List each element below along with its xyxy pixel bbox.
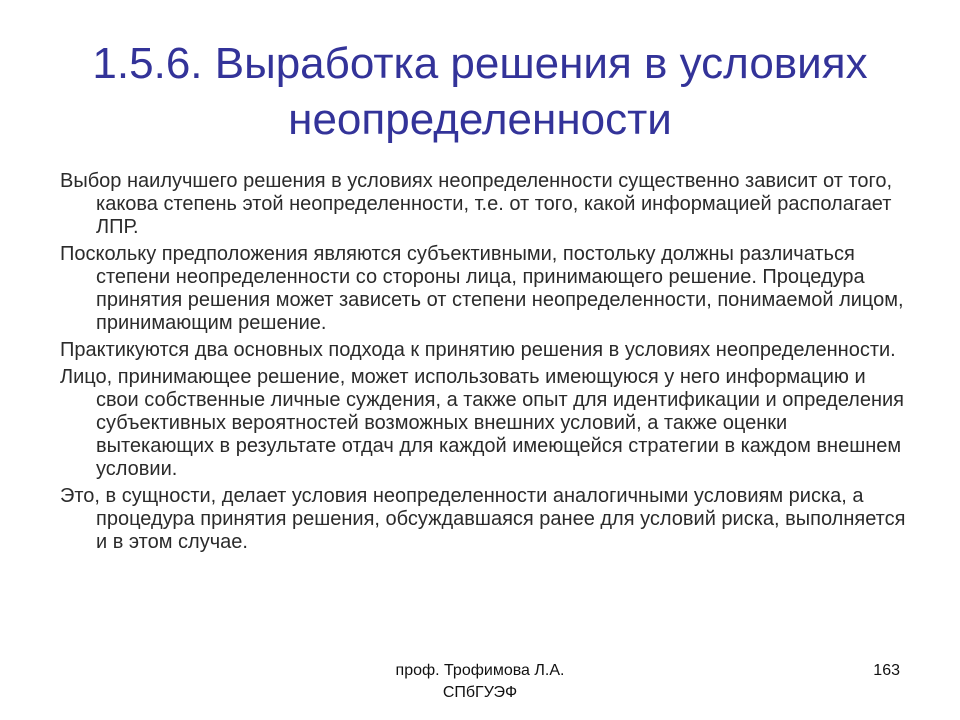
- body-paragraph-4: Лицо, принимающее решение, может использовать имеющуюся у него информацию и свои собственные личные суждения, а также опыт для идентификации и определения субъективных вероятностей возможных внешних условий, а также оценки вытекающих в результате отдач для каждой имеющейся стратегии в каждом внешнем условии.: [60, 366, 904, 480]
- footer-author-name: проф. Трофимова Л.А.: [395, 662, 565, 679]
- body-paragraph-5: Это, в сущности, делает условия неопределенности аналогичными условиям риска, а процедура принятия решения, обсуждавшаяся ранее для условий риска, выполняется и в этом случае.: [60, 485, 906, 553]
- slide-title-line2: неопределенности: [288, 95, 672, 144]
- body-paragraph-3: Практикуются два основных подхода к принятию решения в условиях неопределенности.: [60, 339, 896, 361]
- slide-title: [40, 36, 920, 148]
- footer-author: [340, 660, 620, 704]
- footer-institution: СПбГУЭФ: [442, 684, 518, 701]
- slide-title-line1: 1.5.6. Выработка решения в условиях: [92, 39, 868, 88]
- slide-body: [60, 170, 910, 558]
- body-paragraph-2: Поскольку предположения являются субъективными, постольку должны различаться степени неопределенности со стороны лица, принимающего решение. Процедура принятия решения может зависеть от степени неопределенности, понимаемой лицом, принимающим решение.: [60, 243, 904, 334]
- page-number: 163: [873, 662, 900, 679]
- body-paragraph-1: Выбор наилучшего решения в условиях неопределенности существенно зависит от того, какова степень этой неопределенности, т.е. от того, какой информацией располагает ЛПР.: [60, 170, 893, 238]
